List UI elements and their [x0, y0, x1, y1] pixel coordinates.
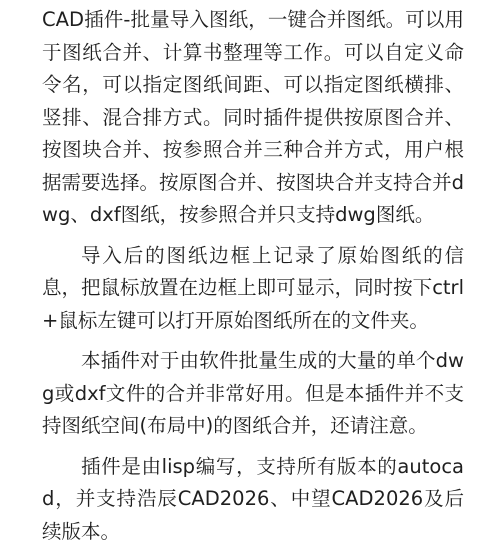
paragraph-usage-note: 本插件对于由软件批量生成的大量的单个dwg或dxf文件的合并非常好用。但是本插件并不支持图纸空间(布局中)的图纸合并，还请注意。	[42, 345, 464, 443]
paragraph-compatibility: 插件是由lisp编写，支持所有版本的autocad，并支持浩辰CAD2026、中望CAD2026及后续版本。	[42, 451, 464, 548]
paragraph-intro: CAD插件-批量导入图纸，一键合并图纸。可以用于图纸合并、计算书整理等工作。可以自定义命令名，可以指定图纸间距、可以指定图纸横排、竖排、混合排方式。同时插件提供按原图合并、按图块合并、按参照合并三种合并方式，用户根据需要选择。按原图合并、按图块合并支持合并dwg、dxf图纸，按参照合并只支持dwg图纸。	[42, 4, 464, 232]
paragraph-border-info: 导入后的图纸边框上记录了原始图纸的信息，把鼠标放置在边框上即可显示，同时按下ctrl+鼠标左键可以打开原始图纸所在的文件夹。	[42, 240, 464, 338]
